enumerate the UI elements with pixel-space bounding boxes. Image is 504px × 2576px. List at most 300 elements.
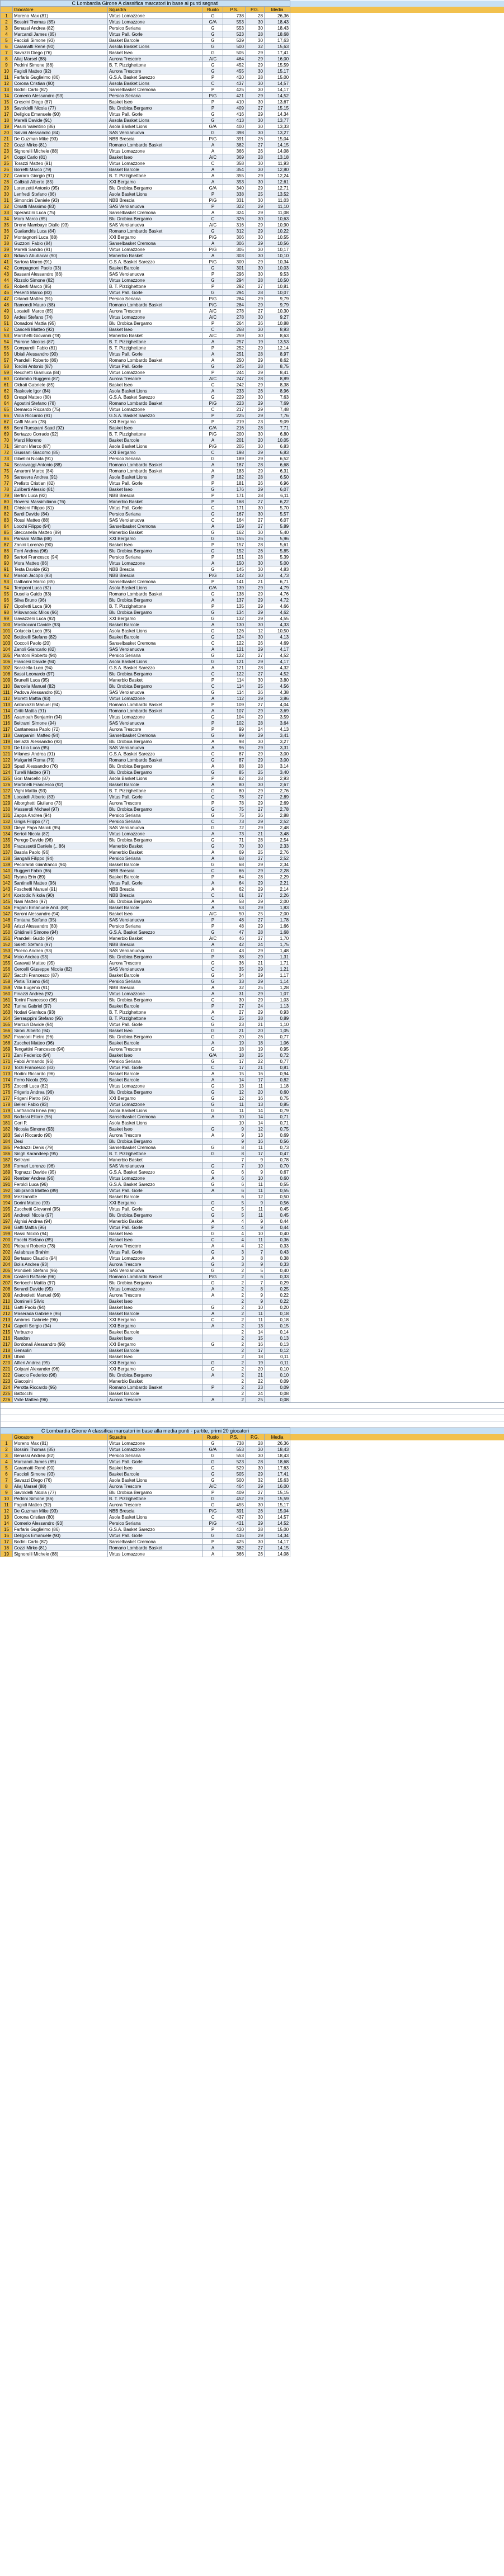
row-number: 51 bbox=[1, 320, 13, 327]
table-row[interactable] bbox=[1, 314, 504, 320]
table-row[interactable] bbox=[1, 1335, 504, 1341]
table-row[interactable] bbox=[1, 763, 504, 769]
table-row[interactable] bbox=[1, 794, 504, 800]
table-row[interactable] bbox=[1, 277, 504, 283]
table-row[interactable] bbox=[1, 216, 504, 222]
table-row[interactable] bbox=[1, 542, 504, 548]
table-row[interactable] bbox=[1, 646, 504, 653]
table-row[interactable] bbox=[1, 1268, 504, 1274]
table-row[interactable] bbox=[1, 407, 504, 413]
table-row[interactable] bbox=[1, 1163, 504, 1169]
table-row[interactable] bbox=[1, 505, 504, 511]
table-row[interactable] bbox=[1, 1225, 504, 1231]
table-row[interactable] bbox=[1, 536, 504, 542]
table-row[interactable] bbox=[1, 862, 504, 868]
column-header[interactable]: P.G. bbox=[246, 7, 265, 13]
table-row[interactable] bbox=[1, 1514, 504, 1520]
table-row[interactable] bbox=[1, 1175, 504, 1181]
table-row[interactable] bbox=[1, 1015, 504, 1022]
team-name: Virtus Lomazzone bbox=[108, 13, 203, 19]
table-row[interactable] bbox=[1, 560, 504, 566]
table-row[interactable] bbox=[1, 345, 504, 351]
table-row[interactable] bbox=[1, 1372, 504, 1378]
table-row[interactable] bbox=[1, 1138, 504, 1145]
table-row[interactable] bbox=[1, 363, 504, 370]
table-row[interactable] bbox=[1, 474, 504, 480]
table-row[interactable] bbox=[1, 696, 504, 702]
table-row[interactable] bbox=[1, 148, 504, 154]
table-row[interactable] bbox=[1, 1261, 504, 1268]
table-row[interactable] bbox=[1, 966, 504, 972]
table-row[interactable] bbox=[1, 628, 504, 634]
table-row[interactable] bbox=[1, 659, 504, 665]
table-row[interactable] bbox=[1, 1298, 504, 1304]
table-row[interactable] bbox=[1, 1083, 504, 1089]
table-row[interactable] bbox=[1, 892, 504, 899]
spacer-cell bbox=[290, 1274, 504, 1280]
table-row[interactable] bbox=[1, 1508, 504, 1514]
points-average: 15,17 bbox=[265, 1502, 290, 1508]
table-row[interactable] bbox=[1, 776, 504, 782]
table-row[interactable] bbox=[1, 357, 504, 363]
table-row[interactable] bbox=[1, 320, 504, 327]
table-row[interactable] bbox=[1, 296, 504, 302]
table-row[interactable] bbox=[1, 757, 504, 763]
table-row[interactable] bbox=[1, 929, 504, 935]
table-row[interactable] bbox=[1, 173, 504, 179]
table-row[interactable] bbox=[1, 843, 504, 849]
points-average: 13,67 bbox=[265, 99, 290, 105]
table-row[interactable] bbox=[1, 290, 504, 296]
points-scored: 2 bbox=[223, 1274, 246, 1280]
table-row[interactable] bbox=[1, 1120, 504, 1126]
table-row[interactable] bbox=[1, 450, 504, 456]
table-row[interactable] bbox=[1, 1058, 504, 1065]
table-row[interactable] bbox=[1, 339, 504, 345]
table-row[interactable] bbox=[1, 1304, 504, 1311]
spacer-row bbox=[1, 1415, 504, 1421]
table-row[interactable] bbox=[1, 1169, 504, 1175]
table-row[interactable] bbox=[1, 825, 504, 831]
table-row[interactable] bbox=[1, 591, 504, 597]
table-row[interactable] bbox=[1, 1317, 504, 1323]
column-header[interactable]: Giocatore bbox=[13, 7, 108, 13]
table-row[interactable] bbox=[1, 1526, 504, 1533]
table-row[interactable] bbox=[1, 50, 504, 56]
table-row[interactable] bbox=[1, 1453, 504, 1459]
table-row[interactable] bbox=[1, 585, 504, 591]
table-row[interactable] bbox=[1, 960, 504, 966]
table-row[interactable] bbox=[1, 1292, 504, 1298]
table-row[interactable] bbox=[1, 468, 504, 474]
table-row[interactable] bbox=[1, 486, 504, 493]
table-row[interactable] bbox=[1, 480, 504, 486]
points-scored: 17 bbox=[223, 1058, 246, 1065]
table-row[interactable] bbox=[1, 87, 504, 93]
table-row[interactable] bbox=[1, 1231, 504, 1237]
table-row[interactable] bbox=[1, 308, 504, 314]
table-row[interactable] bbox=[1, 1218, 504, 1225]
table-row[interactable] bbox=[1, 997, 504, 1003]
table-row[interactable] bbox=[1, 732, 504, 739]
table-row[interactable] bbox=[1, 511, 504, 517]
table-row[interactable] bbox=[1, 413, 504, 419]
player-name: Bodini Carlo (87) bbox=[13, 87, 108, 93]
table-row[interactable] bbox=[1, 812, 504, 819]
table-row[interactable] bbox=[1, 1052, 504, 1058]
table-row[interactable] bbox=[1, 517, 504, 523]
player-name: Silva Bruno (96) bbox=[13, 597, 108, 603]
table-row[interactable] bbox=[1, 837, 504, 843]
row-number: 100 bbox=[1, 622, 13, 628]
table-row[interactable] bbox=[1, 653, 504, 659]
table-row[interactable] bbox=[1, 616, 504, 622]
table-row[interactable] bbox=[1, 1009, 504, 1015]
table-row[interactable] bbox=[1, 117, 504, 124]
table-row[interactable] bbox=[1, 234, 504, 240]
games-played: 29 bbox=[246, 597, 265, 603]
table-row[interactable] bbox=[1, 769, 504, 776]
table-row[interactable] bbox=[1, 831, 504, 837]
table-row[interactable] bbox=[1, 1459, 504, 1465]
table-row[interactable] bbox=[1, 154, 504, 160]
table-row[interactable] bbox=[1, 167, 504, 173]
table-row[interactable] bbox=[1, 1206, 504, 1212]
table-row[interactable] bbox=[1, 1384, 504, 1391]
table-row[interactable] bbox=[1, 394, 504, 400]
table-row[interactable] bbox=[1, 25, 504, 31]
table-row[interactable] bbox=[1, 62, 504, 68]
table-row[interactable] bbox=[1, 302, 504, 308]
table-row[interactable] bbox=[1, 1378, 504, 1384]
table-row[interactable] bbox=[1, 240, 504, 247]
table-row[interactable] bbox=[1, 462, 504, 468]
table-row[interactable] bbox=[1, 1397, 504, 1403]
column-header[interactable]: Squadra bbox=[108, 1434, 203, 1440]
table-row[interactable] bbox=[1, 1028, 504, 1034]
table-row[interactable] bbox=[1, 923, 504, 929]
column-header[interactable]: P.G. bbox=[246, 1434, 265, 1440]
table-row[interactable] bbox=[1, 265, 504, 271]
row-number: 29 bbox=[1, 185, 13, 191]
table-row[interactable] bbox=[1, 179, 504, 185]
table-row[interactable] bbox=[1, 942, 504, 948]
spacer-cell bbox=[290, 493, 504, 499]
table-row[interactable] bbox=[1, 376, 504, 382]
table-row[interactable] bbox=[1, 1132, 504, 1138]
table-row[interactable] bbox=[1, 37, 504, 44]
column-header[interactable]: P.S. bbox=[223, 1434, 246, 1440]
table-row[interactable] bbox=[1, 720, 504, 726]
table-row[interactable] bbox=[1, 1034, 504, 1040]
column-header[interactable] bbox=[1, 1434, 13, 1440]
table-row[interactable] bbox=[1, 56, 504, 62]
player-role: G bbox=[203, 806, 223, 812]
table-row[interactable] bbox=[1, 689, 504, 696]
table-row[interactable] bbox=[1, 388, 504, 394]
column-header[interactable]: Media bbox=[265, 1434, 290, 1440]
table-row[interactable] bbox=[1, 714, 504, 720]
table-row[interactable] bbox=[1, 68, 504, 74]
table-row[interactable] bbox=[1, 136, 504, 142]
table-row[interactable] bbox=[1, 382, 504, 388]
table-row[interactable] bbox=[1, 1539, 504, 1545]
table-row[interactable] bbox=[1, 1354, 504, 1360]
table-row[interactable] bbox=[1, 985, 504, 991]
games-played: 11 bbox=[246, 1212, 265, 1218]
table-row[interactable] bbox=[1, 1243, 504, 1249]
table-row[interactable] bbox=[1, 597, 504, 603]
table-row[interactable] bbox=[1, 1108, 504, 1114]
player-name: Coppi Carlo (81) bbox=[13, 154, 108, 160]
table-row[interactable] bbox=[1, 1071, 504, 1077]
table-row[interactable] bbox=[1, 806, 504, 812]
table-row[interactable] bbox=[1, 1114, 504, 1120]
table-row[interactable] bbox=[1, 899, 504, 905]
table-row[interactable] bbox=[1, 228, 504, 234]
table-row[interactable] bbox=[1, 1255, 504, 1261]
table-row[interactable] bbox=[1, 855, 504, 862]
table-row[interactable] bbox=[1, 456, 504, 462]
player-name: Pecoraroli Gianfranco (94) bbox=[13, 862, 108, 868]
table-row[interactable] bbox=[1, 1366, 504, 1372]
table-row[interactable] bbox=[1, 437, 504, 443]
row-number: 66 bbox=[1, 413, 13, 419]
table-row[interactable] bbox=[1, 530, 504, 536]
table-row[interactable] bbox=[1, 222, 504, 228]
games-played: 29 bbox=[246, 370, 265, 376]
table-row[interactable] bbox=[1, 253, 504, 259]
points-scored: 2 bbox=[223, 1348, 246, 1354]
table-row[interactable] bbox=[1, 972, 504, 979]
table-row[interactable] bbox=[1, 160, 504, 167]
table-row[interactable] bbox=[1, 905, 504, 911]
player-name: Deligios Emanuele (90) bbox=[13, 1533, 108, 1539]
table-row[interactable] bbox=[1, 31, 504, 37]
table-row[interactable] bbox=[1, 788, 504, 794]
column-header[interactable]: P.S. bbox=[223, 7, 246, 13]
table-row[interactable] bbox=[1, 603, 504, 609]
column-header[interactable] bbox=[1, 7, 13, 13]
table-row[interactable] bbox=[1, 849, 504, 855]
row-number: 1 bbox=[1, 13, 13, 19]
table-row[interactable] bbox=[1, 782, 504, 788]
column-header[interactable]: Ruolo bbox=[203, 7, 223, 13]
table-row[interactable] bbox=[1, 702, 504, 708]
table-row[interactable] bbox=[1, 443, 504, 450]
column-header[interactable]: Ruolo bbox=[203, 1434, 223, 1440]
table-row[interactable] bbox=[1, 683, 504, 689]
table-row[interactable] bbox=[1, 523, 504, 530]
column-header[interactable]: Giocatore bbox=[13, 1434, 108, 1440]
table-row[interactable] bbox=[1, 142, 504, 148]
table-row[interactable] bbox=[1, 1274, 504, 1280]
table-row[interactable] bbox=[1, 1145, 504, 1151]
table-row[interactable] bbox=[1, 1194, 504, 1200]
table-row[interactable] bbox=[1, 204, 504, 210]
table-row[interactable] bbox=[1, 1483, 504, 1490]
table-row[interactable] bbox=[1, 800, 504, 806]
table-row[interactable] bbox=[1, 1077, 504, 1083]
table-row[interactable] bbox=[1, 1095, 504, 1102]
table-row[interactable] bbox=[1, 1323, 504, 1329]
table-row[interactable] bbox=[1, 271, 504, 277]
table-row[interactable] bbox=[1, 1551, 504, 1557]
table-row[interactable] bbox=[1, 210, 504, 216]
table-row[interactable] bbox=[1, 370, 504, 376]
table-row[interactable] bbox=[1, 548, 504, 554]
table-row[interactable] bbox=[1, 1520, 504, 1526]
table-row[interactable] bbox=[1, 1181, 504, 1188]
player-name: Costelli Raffaele (96) bbox=[13, 1274, 108, 1280]
table-row[interactable] bbox=[1, 745, 504, 751]
table-row[interactable] bbox=[1, 130, 504, 136]
table-row[interactable] bbox=[1, 259, 504, 265]
table-row[interactable] bbox=[1, 44, 504, 50]
table-row[interactable] bbox=[1, 1157, 504, 1163]
column-header[interactable]: Media bbox=[265, 7, 290, 13]
spacer-cell bbox=[290, 1502, 504, 1508]
table-row[interactable] bbox=[1, 1022, 504, 1028]
table-row[interactable] bbox=[1, 1440, 504, 1447]
table-row[interactable] bbox=[1, 911, 504, 917]
table-row[interactable] bbox=[1, 573, 504, 579]
row-number: 185 bbox=[1, 1145, 13, 1151]
table-row[interactable] bbox=[1, 1447, 504, 1453]
table-row[interactable] bbox=[1, 105, 504, 111]
table-row[interactable] bbox=[1, 634, 504, 640]
table-row[interactable] bbox=[1, 622, 504, 628]
table-row[interactable] bbox=[1, 327, 504, 333]
table-row[interactable] bbox=[1, 1188, 504, 1194]
table-row[interactable] bbox=[1, 1360, 504, 1366]
table-row[interactable] bbox=[1, 419, 504, 425]
table-row[interactable] bbox=[1, 191, 504, 197]
table-row[interactable] bbox=[1, 1126, 504, 1132]
table-row[interactable] bbox=[1, 1286, 504, 1292]
table-row[interactable] bbox=[1, 566, 504, 573]
team-name: Virtus Lomazzone bbox=[108, 1102, 203, 1108]
table-row[interactable] bbox=[1, 868, 504, 874]
table-row[interactable] bbox=[1, 197, 504, 204]
table-row[interactable] bbox=[1, 1040, 504, 1046]
table-row[interactable] bbox=[1, 677, 504, 683]
table-row[interactable] bbox=[1, 74, 504, 81]
table-row[interactable] bbox=[1, 351, 504, 357]
table-row[interactable] bbox=[1, 1089, 504, 1095]
table-row[interactable] bbox=[1, 1329, 504, 1335]
table-row[interactable] bbox=[1, 726, 504, 732]
table-row[interactable] bbox=[1, 1496, 504, 1502]
row-number: 192 bbox=[1, 1188, 13, 1194]
row-number: 154 bbox=[1, 954, 13, 960]
table-row[interactable] bbox=[1, 1280, 504, 1286]
table-row[interactable] bbox=[1, 751, 504, 757]
player-name: Verbuzno bbox=[13, 1329, 108, 1335]
spacer-cell bbox=[290, 979, 504, 985]
table-row[interactable] bbox=[1, 400, 504, 407]
points-scored: 217 bbox=[223, 407, 246, 413]
table-row[interactable] bbox=[1, 609, 504, 616]
table-row[interactable] bbox=[1, 1046, 504, 1052]
table-row[interactable] bbox=[1, 640, 504, 646]
table-row[interactable] bbox=[1, 1502, 504, 1508]
table-row[interactable] bbox=[1, 499, 504, 505]
table-row[interactable] bbox=[1, 819, 504, 825]
table-row[interactable] bbox=[1, 493, 504, 499]
column-header[interactable]: Squadra bbox=[108, 7, 203, 13]
table-row[interactable] bbox=[1, 1477, 504, 1483]
table-row[interactable] bbox=[1, 1465, 504, 1471]
row-number: 41 bbox=[1, 259, 13, 265]
table-row[interactable] bbox=[1, 99, 504, 105]
table-row[interactable] bbox=[1, 1003, 504, 1009]
table-row[interactable] bbox=[1, 954, 504, 960]
table-row[interactable] bbox=[1, 93, 504, 99]
table-row[interactable] bbox=[1, 739, 504, 745]
table-row[interactable] bbox=[1, 283, 504, 290]
spacer-cell bbox=[290, 173, 504, 179]
table-row[interactable] bbox=[1, 247, 504, 253]
table-row[interactable] bbox=[1, 948, 504, 954]
player-name: Bertini Luca (92) bbox=[13, 493, 108, 499]
table-row[interactable] bbox=[1, 1200, 504, 1206]
table-row[interactable] bbox=[1, 1212, 504, 1218]
table-row[interactable] bbox=[1, 917, 504, 923]
table-row[interactable] bbox=[1, 81, 504, 87]
table-row[interactable] bbox=[1, 886, 504, 892]
table-row[interactable] bbox=[1, 1391, 504, 1397]
table-row[interactable] bbox=[1, 1490, 504, 1496]
table-row[interactable] bbox=[1, 1249, 504, 1255]
table-row[interactable] bbox=[1, 333, 504, 339]
table-row[interactable] bbox=[1, 185, 504, 191]
table-row[interactable] bbox=[1, 1311, 504, 1317]
table-row[interactable] bbox=[1, 671, 504, 677]
player-role: P bbox=[203, 99, 223, 105]
row-number: 182 bbox=[1, 1126, 13, 1132]
table-row[interactable] bbox=[1, 1237, 504, 1243]
table-row[interactable] bbox=[1, 1065, 504, 1071]
table-row[interactable] bbox=[1, 111, 504, 117]
table-row[interactable] bbox=[1, 19, 504, 25]
table-row[interactable] bbox=[1, 935, 504, 942]
table-row[interactable] bbox=[1, 425, 504, 431]
points-scored: 324 bbox=[223, 210, 246, 216]
points-scored: 114 bbox=[223, 677, 246, 683]
points-average: 0,33 bbox=[265, 1261, 290, 1268]
table-row[interactable] bbox=[1, 1102, 504, 1108]
table-row[interactable] bbox=[1, 13, 504, 19]
table-row[interactable] bbox=[1, 431, 504, 437]
table-row[interactable] bbox=[1, 1348, 504, 1354]
table-row[interactable] bbox=[1, 1545, 504, 1551]
table-row[interactable] bbox=[1, 991, 504, 997]
table-row[interactable] bbox=[1, 880, 504, 886]
table-row[interactable] bbox=[1, 708, 504, 714]
table-row[interactable] bbox=[1, 1341, 504, 1348]
table-row[interactable] bbox=[1, 554, 504, 560]
table-row[interactable] bbox=[1, 979, 504, 985]
table-row[interactable] bbox=[1, 124, 504, 130]
table-row[interactable] bbox=[1, 579, 504, 585]
table-row[interactable] bbox=[1, 665, 504, 671]
player-name: Cipolletti Luca (90) bbox=[13, 603, 108, 609]
table-row[interactable] bbox=[1, 874, 504, 880]
table-row[interactable] bbox=[1, 1533, 504, 1539]
table-row[interactable] bbox=[1, 1151, 504, 1157]
table-row[interactable] bbox=[1, 1471, 504, 1477]
